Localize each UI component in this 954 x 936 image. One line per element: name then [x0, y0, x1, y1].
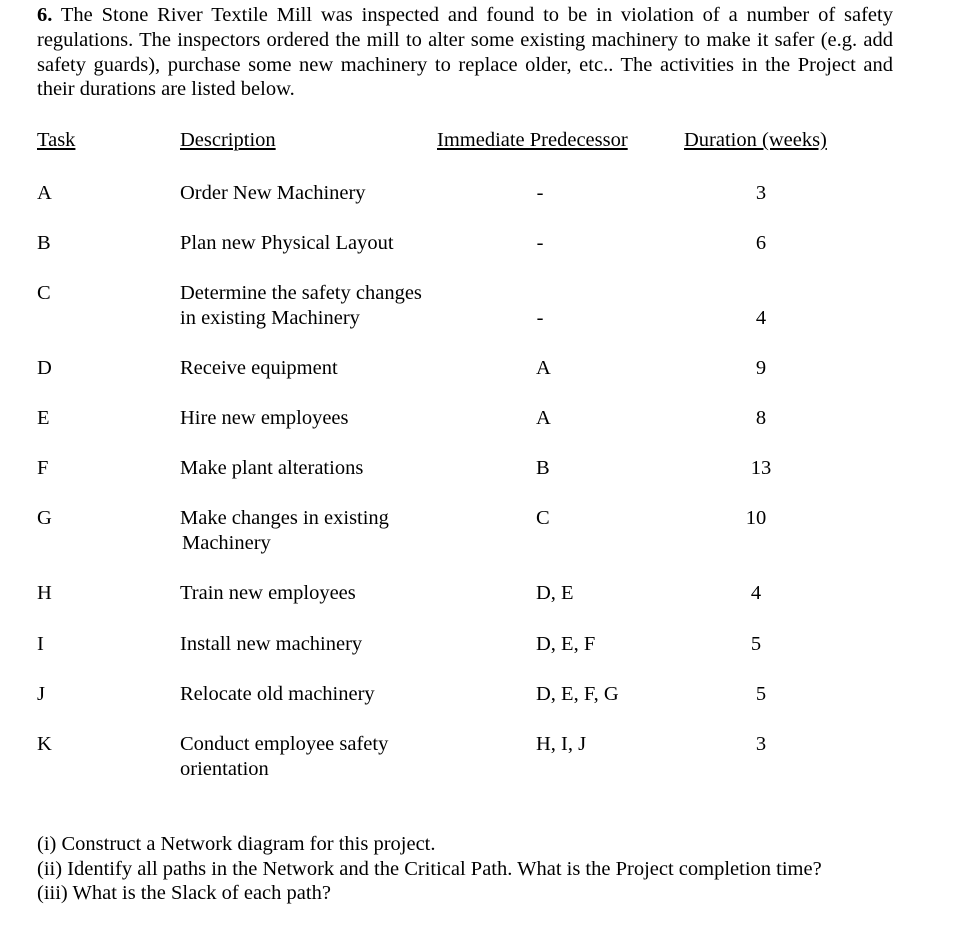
- task-predecessor: A: [536, 407, 551, 429]
- task-duration: 4: [750, 582, 762, 604]
- task-description: Relocate old machinery: [180, 683, 375, 705]
- questions-list: [37, 832, 822, 906]
- question-item: (iii) What is the Slack of each path?: [37, 882, 331, 905]
- task-duration: 8: [755, 407, 767, 429]
- task-id: H: [37, 582, 52, 604]
- task-id: A: [37, 182, 52, 204]
- task-duration: 3: [755, 182, 767, 204]
- problem-number: 6.: [37, 4, 53, 26]
- task-description: Receive equipment: [180, 357, 338, 379]
- question-item: (i) Construct a Network diagram for this project.: [37, 833, 436, 855]
- task-predecessor: -: [536, 182, 544, 204]
- task-duration: 6: [755, 232, 767, 254]
- task-id: D: [37, 357, 52, 379]
- task-predecessor: A: [536, 357, 551, 379]
- task-description: Plan new Physical Layout: [180, 232, 394, 254]
- task-predecessor: B: [536, 457, 550, 479]
- task-description: Make plant alterations: [180, 457, 364, 479]
- task-duration: 13: [750, 457, 772, 479]
- task-id: I: [37, 633, 44, 655]
- task-duration: 4: [755, 307, 767, 329]
- task-predecessor: D, E, F, G: [536, 683, 619, 705]
- task-predecessor: D, E: [536, 582, 574, 604]
- task-id: E: [37, 407, 50, 429]
- task-id: J: [37, 683, 45, 705]
- task-id: B: [37, 232, 51, 254]
- task-description: Hire new employees: [180, 407, 349, 429]
- task-duration: 10: [745, 507, 767, 529]
- task-id: F: [37, 457, 49, 479]
- task-id: C: [37, 282, 51, 304]
- task-predecessor: C: [536, 507, 550, 529]
- problem-statement: [37, 3, 893, 102]
- task-description-line2: Machinery: [182, 532, 271, 554]
- task-description: Conduct employee safety: [180, 733, 389, 755]
- task-duration: 5: [755, 683, 767, 705]
- task-predecessor: -: [536, 307, 544, 329]
- header-description: Description: [180, 129, 276, 151]
- header-task: Task: [37, 129, 76, 151]
- task-id: G: [37, 507, 52, 529]
- task-description-line2: orientation: [180, 758, 269, 780]
- task-predecessor: -: [536, 232, 544, 254]
- task-description: Determine the safety changes: [180, 282, 422, 304]
- task-predecessor: H, I, J: [536, 733, 587, 755]
- task-duration: 5: [750, 633, 762, 655]
- task-description: Make changes in existing: [180, 507, 389, 529]
- task-duration: 3: [755, 733, 767, 755]
- task-description-line2: in existing Machinery: [180, 307, 360, 329]
- header-duration: Duration (weeks): [684, 129, 827, 151]
- problem-text: The Stone River Textile Mill was inspected and found to be in violation of a number of safety regulations. The inspectors ordered the mill to alter some existing machinery to make it safer (e.g. add safety guards), purchase some new machinery to replace older, etc.. The activities in the Project and their durations are listed below.: [37, 4, 893, 101]
- task-description: Order New Machinery: [180, 182, 366, 204]
- task-description: Install new machinery: [180, 633, 363, 655]
- task-description: Train new employees: [180, 582, 356, 604]
- task-id: K: [37, 733, 52, 755]
- question-item: (ii) Identify all paths in the Network and the Critical Path. What is the Project completion time?: [37, 857, 822, 880]
- task-duration: 9: [755, 357, 767, 379]
- task-predecessor: D, E, F: [536, 633, 596, 655]
- header-predecessor: Immediate Predecessor: [437, 129, 628, 151]
